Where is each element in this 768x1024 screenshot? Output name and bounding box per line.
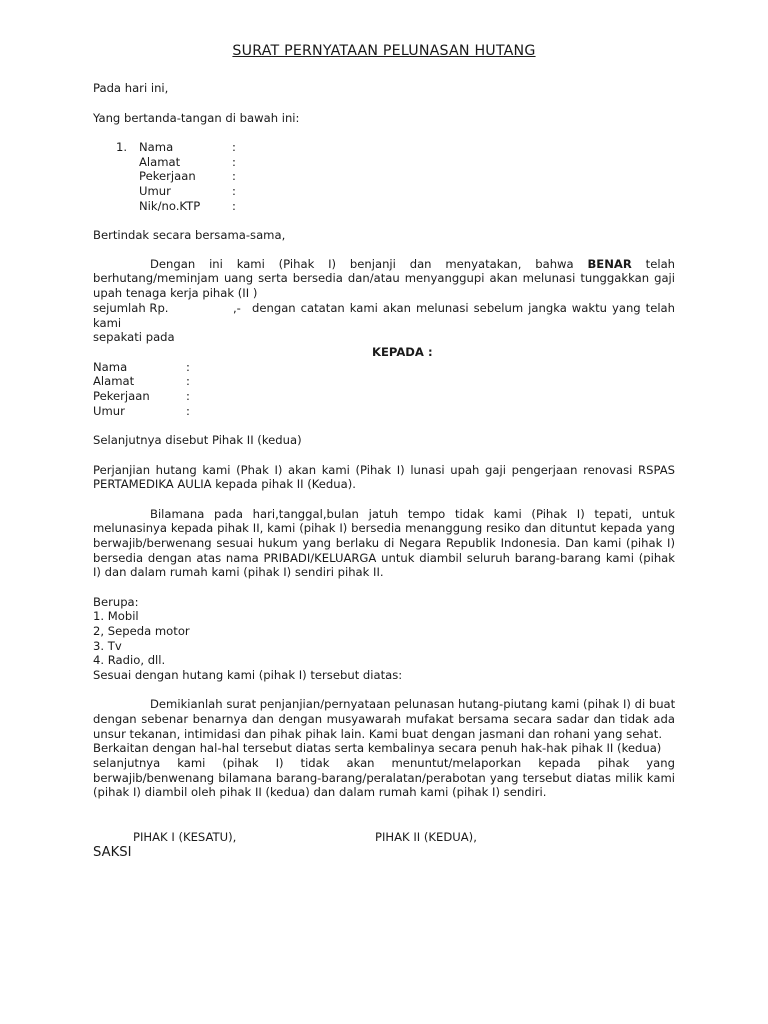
party1-colon: :	[232, 155, 236, 169]
kepada-heading: KEPADA :	[372, 345, 433, 359]
party1-field-id: Nik/no.KTP	[139, 199, 201, 213]
party2-colon: :	[186, 374, 190, 388]
statement-line-1	[150, 257, 675, 271]
closing-line-4: Berkaitan dengan hal-hal tersebut diatas serta kembalinya secara penuh hak-hak pihak II (kedua)	[93, 741, 662, 755]
party1-field-occupation: Pekerjaan	[139, 169, 196, 183]
signature-witness: SAKSI	[93, 845, 132, 860]
agreement-line-1: Perjanjian hutang kami (Phak I) akan kami (Pihak I) lunasi upah gaji pengerjaan renovasi RSPAS	[93, 463, 675, 477]
party1-number: 1.	[116, 140, 128, 154]
default-clause-line-5: I) dan dalam rumah kami (pihak I) sendiri pihak II.	[93, 565, 384, 579]
statement-word: menyatakan,	[445, 257, 522, 271]
statement-word: ini	[209, 257, 223, 271]
party2-field-name: Nama	[93, 360, 128, 374]
closing-line-5: selanjutnya kami (pihak I) tidak akan menuntut/melaporkan kepada pihak yang	[93, 756, 675, 770]
party1-field-address: Alamat	[139, 155, 181, 169]
statement-line-6: sepakati pada	[93, 330, 175, 344]
items-outro: Sesuai dengan hutang kami (pihak I) tersebut diatas:	[93, 668, 403, 682]
items-intro: Berupa:	[93, 595, 139, 609]
party2-colon: :	[186, 404, 190, 418]
list-item: 4. Radio, dll.	[93, 653, 166, 667]
statement-word: I)	[328, 257, 337, 271]
statement-word: telah	[645, 257, 676, 271]
letter-title: SURAT PERNYATAAN PELUNASAN HUTANG	[232, 43, 536, 59]
statement-amount-suffix: ,-	[233, 301, 241, 315]
party2-field-address: Alamat	[93, 374, 135, 388]
statement-emphasis: BENAR	[587, 257, 632, 271]
list-item: 2, Sepeda motor	[93, 624, 190, 638]
agreement-line-2: PERTAMEDIKA AULIA kepada pihak II (Kedua).	[93, 477, 356, 491]
statement-word: dan	[409, 257, 432, 271]
statement-line-5: kami	[93, 316, 122, 330]
list-item: 3. Tv	[93, 639, 122, 653]
opening-line: Pada hari ini,	[93, 81, 169, 95]
party2-colon: :	[186, 360, 190, 374]
signature-party1: PIHAK I (KESATU),	[133, 830, 237, 844]
statement-line-3: upah tenaga kerja pihak (II )	[93, 286, 258, 300]
signature-party2: PIHAK II (KEDUA),	[375, 830, 477, 844]
statement-line-4: dengan catatan kami akan melunasi sebelum jangka waktu yang telah	[252, 301, 675, 315]
default-clause-line-1: Bilamana pada hari,tanggal,bulan jatuh tempo tidak kami (Pihak I) tepati, untuk	[150, 507, 675, 521]
statement-word: benjanji	[349, 257, 396, 271]
closing-line-7: (pihak I) diambil oleh pihak II (kedua) dan dalam rumah kami (pihak I) sendiri.	[93, 785, 547, 799]
statement-word: bahwa	[535, 257, 574, 271]
closing-line-1: Demikianlah surat penjanjian/pernyataan pelunasan hutang-piutang kami (pihak I) di buat	[150, 697, 676, 711]
statement-word: kami	[236, 257, 265, 271]
joint-line: Bertindak secara bersama-sama,	[93, 228, 286, 242]
statement-amount-label: sejumlah Rp.	[93, 301, 169, 315]
default-clause-line-2: melunasinya kepada pihak II, kami (pihak I) bersedia menanggung resiko dan dituntut kepada yang	[93, 521, 675, 535]
party1-field-name: Nama	[139, 140, 174, 154]
closing-line-6: berwajib/benwenang bilamana barang-barang/peralatan/perabotan yang tersebut diatas milik kami	[93, 771, 675, 785]
undersigned-line: Yang bertanda-tangan di bawah ini:	[93, 111, 300, 125]
list-item: 1. Mobil	[93, 609, 139, 623]
party2-alias-line: Selanjutnya disebut Pihak II (kedua)	[93, 433, 302, 447]
party1-colon: :	[232, 184, 236, 198]
statement-word: (Pihak	[278, 257, 315, 271]
closing-line-3: unsur tekanan, intimidasi dan pihak pihak lain. Kami buat dengan jasmani dan rohani yang sehat.	[93, 727, 663, 741]
party1-field-age: Umur	[139, 184, 171, 198]
party2-field-age: Umur	[93, 404, 125, 418]
statement-word: Dengan	[150, 257, 196, 271]
default-clause-line-3: berwajib/berwenang sesuai hukum yang berlaku di Negara Republik Indonesia. Dan kami (pihak I)	[93, 536, 675, 550]
party2-colon: :	[186, 389, 190, 403]
party1-colon: :	[232, 169, 236, 183]
closing-line-2: dengan sebenar benarnya dan dengan musyawarah mufakat bersama secara sadar dan tidak ada	[93, 712, 675, 726]
default-clause-line-4: bersedia dengan atas nama PRIBADI/KELUARGA untuk diambil seluruh barang-barang kami (pihak	[93, 551, 675, 565]
party1-colon: :	[232, 140, 236, 154]
statement-line-2: berhutang/meminjam uang serta bersedia dan/atau menyanggupi akan melunasi tunggakkan gaji	[93, 271, 675, 285]
party2-field-occupation: Pekerjaan	[93, 389, 150, 403]
party1-colon: :	[232, 199, 236, 213]
